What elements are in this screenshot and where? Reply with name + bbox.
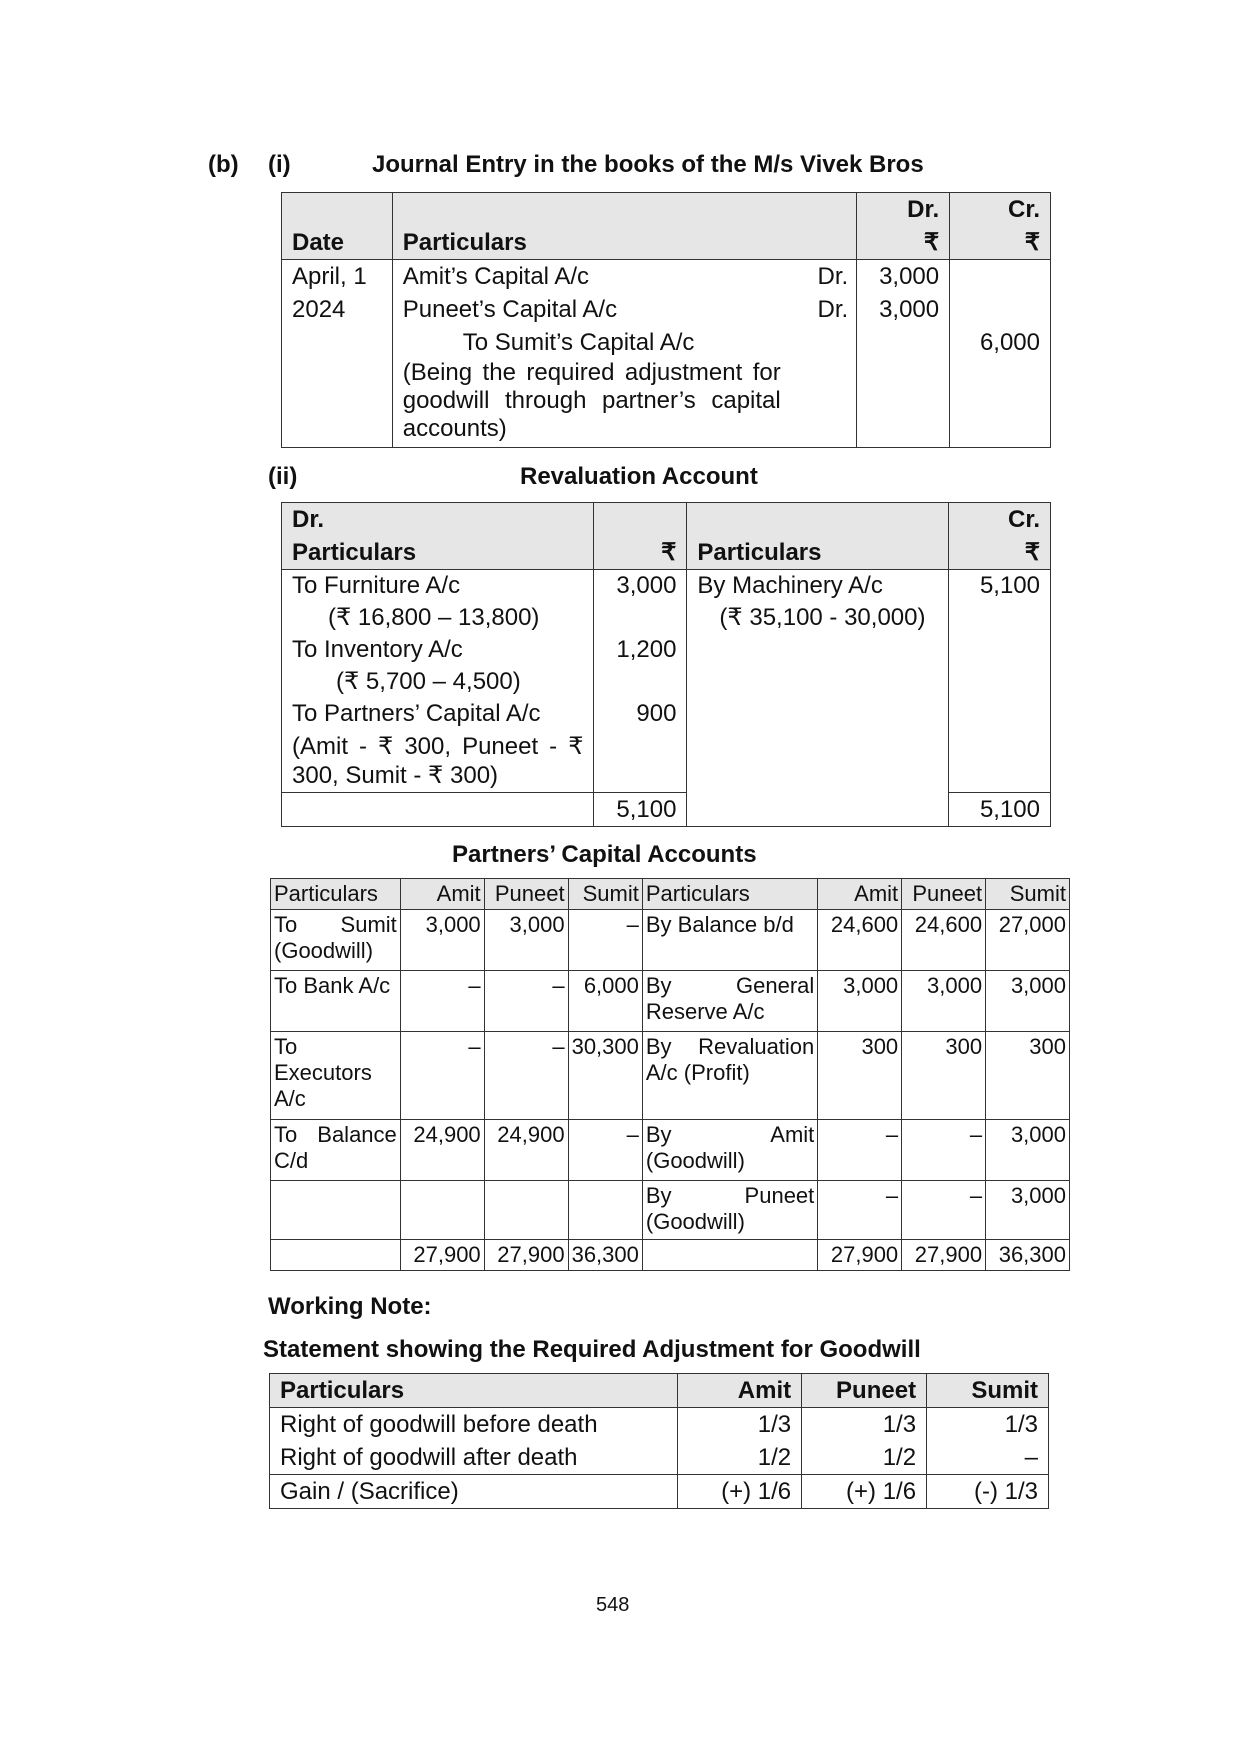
capital-header: Sumit bbox=[986, 879, 1070, 910]
journal-title: Journal Entry in the books of the M/s Vivek Bros bbox=[372, 151, 924, 178]
journal-line: To Sumit’s Capital A/c bbox=[462, 329, 695, 356]
goodwill-row-label: Right of goodwill after death bbox=[280, 1444, 578, 1471]
capital-cell: 3,000 bbox=[986, 1181, 1070, 1240]
revaluation-table bbox=[281, 502, 1051, 827]
goodwill-cell: 1/3 bbox=[1004, 1411, 1038, 1438]
capital-dr-particulars bbox=[271, 1181, 401, 1240]
journal-table bbox=[281, 192, 1051, 448]
goodwill-cell: – bbox=[1024, 1444, 1038, 1471]
capital-cell: – bbox=[902, 1181, 986, 1240]
goodwill-header: Amit bbox=[678, 1374, 802, 1408]
goodwill-cell: 1/2 bbox=[882, 1444, 917, 1471]
page-number: 548 bbox=[596, 1594, 630, 1616]
revaluation-machinery: By Machinery A/c bbox=[697, 572, 883, 599]
revaluation-total-dr: 5,100 bbox=[616, 796, 677, 823]
revaluation-title: Revaluation Account bbox=[520, 463, 758, 490]
capital-row bbox=[271, 1181, 1070, 1240]
journal-line: Puneet’s Capital A/c Dr. bbox=[402, 296, 849, 323]
journal-debit-amount: 3,000 bbox=[879, 263, 940, 290]
goodwill-header: Particulars bbox=[270, 1374, 678, 1408]
capital-total: 36,300 bbox=[986, 1240, 1070, 1271]
journal-debit-amount: 3,000 bbox=[879, 296, 940, 323]
capital-header-row bbox=[271, 879, 1070, 910]
revaluation-partners-amount: 900 bbox=[636, 700, 677, 727]
capital-row bbox=[271, 910, 1070, 971]
journal-date-header: Date bbox=[292, 229, 345, 256]
capital-cell: – bbox=[568, 910, 642, 971]
revaluation-partners-detail: (Amit - ₹ 300, Puneet - ₹ 300, Sumit - ₹ 300) bbox=[292, 733, 584, 789]
capital-cell: 300 bbox=[986, 1032, 1070, 1120]
capital-total: 27,900 bbox=[484, 1240, 568, 1271]
journal-cr-currency: ₹ bbox=[1024, 229, 1040, 256]
label-i: (i) bbox=[268, 151, 291, 178]
capital-header: Amit bbox=[818, 879, 902, 910]
journal-narration: (Being the required adjustment for goodwill through partner’s capital accounts) bbox=[402, 359, 781, 442]
capital-header: Particulars bbox=[271, 879, 401, 910]
goodwill-header-row bbox=[270, 1374, 1049, 1408]
goodwill-header: Sumit bbox=[927, 1374, 1049, 1408]
journal-line: Amit’s Capital A/c Dr. bbox=[402, 263, 849, 290]
capital-cell: 24,900 bbox=[484, 1120, 568, 1181]
capital-totals-row bbox=[271, 1240, 1070, 1271]
capital-cell: 27,000 bbox=[986, 910, 1070, 971]
journal-particulars-header: Particulars bbox=[402, 229, 527, 256]
capital-row bbox=[271, 1120, 1070, 1181]
goodwill-cell: 1/3 bbox=[757, 1411, 792, 1438]
capital-cr-particulars: By Puneet (Goodwill) bbox=[642, 1181, 817, 1240]
capital-total: 27,900 bbox=[818, 1240, 902, 1271]
revaluation-cr-particulars-header: Particulars bbox=[697, 539, 822, 566]
goodwill-result: (+) 1/6 bbox=[678, 1475, 802, 1509]
revaluation-inventory-amount: 1,200 bbox=[616, 636, 677, 663]
capital-cr-particulars: By Balance b/d bbox=[642, 910, 817, 971]
capital-cell: – bbox=[568, 1120, 642, 1181]
capital-cr-particulars: By Revaluation A/c (Profit) bbox=[642, 1032, 817, 1120]
working-note-subtitle: Statement showing the Required Adjustment for Goodwill bbox=[263, 1336, 921, 1363]
capital-row bbox=[271, 1032, 1070, 1120]
capital-header: Amit bbox=[400, 879, 484, 910]
capital-cell: 3,000 bbox=[818, 971, 902, 1032]
revaluation-furniture-amount: 3,000 bbox=[616, 572, 677, 599]
capital-table bbox=[270, 878, 1070, 1271]
label-b: (b) bbox=[208, 151, 239, 178]
capital-cell bbox=[568, 1181, 642, 1240]
capital-total: 36,300 bbox=[568, 1240, 642, 1271]
capital-title: Partners’ Capital Accounts bbox=[452, 841, 757, 868]
capital-cell: 24,900 bbox=[400, 1120, 484, 1181]
goodwill-body bbox=[270, 1408, 1049, 1475]
capital-cell: 300 bbox=[902, 1032, 986, 1120]
capital-cell: 3,000 bbox=[902, 971, 986, 1032]
capital-header: Puneet bbox=[902, 879, 986, 910]
capital-cell: – bbox=[818, 1181, 902, 1240]
capital-total: 27,900 bbox=[400, 1240, 484, 1271]
label-ii: (ii) bbox=[268, 463, 298, 490]
capital-cell bbox=[484, 1181, 568, 1240]
capital-cell: 6,000 bbox=[568, 971, 642, 1032]
capital-cell: 3,000 bbox=[986, 1120, 1070, 1181]
capital-cell: – bbox=[902, 1120, 986, 1181]
revaluation-cr-currency: ₹ bbox=[1024, 539, 1040, 566]
capital-dr-particulars: To Executors A/c bbox=[271, 1032, 401, 1120]
capital-cell: 24,600 bbox=[818, 910, 902, 971]
journal-credit-amount: 6,000 bbox=[979, 329, 1040, 356]
capital-cr-particulars: By Amit (Goodwill) bbox=[642, 1120, 817, 1181]
capital-cell: 3,000 bbox=[986, 971, 1070, 1032]
capital-header: Puneet bbox=[484, 879, 568, 910]
capital-dr-particulars: To Sumit (Goodwill) bbox=[271, 910, 401, 971]
revaluation-furniture: To Furniture A/c bbox=[292, 572, 461, 599]
goodwill-result-row bbox=[270, 1475, 1049, 1509]
working-note-title: Working Note: bbox=[268, 1293, 432, 1320]
revaluation-cr-label: Cr. bbox=[1007, 506, 1040, 533]
capital-cr-particulars: By General Reserve A/c bbox=[642, 971, 817, 1032]
journal-date-line1: April, 1 bbox=[292, 263, 367, 290]
capital-cell: – bbox=[400, 971, 484, 1032]
revaluation-total-cr: 5,100 bbox=[979, 796, 1040, 823]
capital-cell: – bbox=[818, 1120, 902, 1181]
goodwill-header: Puneet bbox=[802, 1374, 927, 1408]
goodwill-cell: 1/2 bbox=[757, 1444, 792, 1471]
revaluation-furniture-detail: (₹ 16,800 – 13,800) bbox=[328, 604, 540, 631]
revaluation-dr-currency: ₹ bbox=[661, 539, 677, 566]
capital-header: Particulars bbox=[642, 879, 817, 910]
capital-cell: 24,600 bbox=[902, 910, 986, 971]
journal-cr-header: Cr. bbox=[1007, 196, 1040, 223]
revaluation-machinery-detail: (₹ 35,100 - 30,000) bbox=[719, 604, 926, 631]
capital-dr-particulars: To Balance C/d bbox=[271, 1120, 401, 1181]
capital-cell: 30,300 bbox=[568, 1032, 642, 1120]
goodwill-row-label: Right of goodwill before death bbox=[280, 1411, 598, 1438]
revaluation-inventory-detail: (₹ 5,700 – 4,500) bbox=[336, 668, 521, 695]
goodwill-result-label: Gain / (Sacrifice) bbox=[270, 1475, 678, 1509]
revaluation-machinery-amount: 5,100 bbox=[979, 572, 1040, 599]
goodwill-cell: 1/3 bbox=[882, 1411, 917, 1438]
revaluation-partners-capital: To Partners’ Capital A/c bbox=[292, 700, 541, 727]
capital-cell: 3,000 bbox=[400, 910, 484, 971]
capital-dr-particulars: To Bank A/c bbox=[271, 971, 401, 1032]
goodwill-result: (+) 1/6 bbox=[802, 1475, 927, 1509]
journal-date-line2: 2024 bbox=[292, 296, 346, 323]
capital-total: 27,900 bbox=[902, 1240, 986, 1271]
goodwill-table bbox=[269, 1373, 1049, 1509]
capital-cell: – bbox=[400, 1032, 484, 1120]
goodwill-result: (-) 1/3 bbox=[927, 1475, 1049, 1509]
capital-header: Sumit bbox=[568, 879, 642, 910]
revaluation-dr-particulars-header: Particulars bbox=[292, 539, 417, 566]
capital-cell: 300 bbox=[818, 1032, 902, 1120]
journal-dr-currency: ₹ bbox=[923, 229, 940, 256]
capital-cell: 3,000 bbox=[484, 910, 568, 971]
capital-cell: – bbox=[484, 971, 568, 1032]
revaluation-inventory: To Inventory A/c bbox=[292, 636, 463, 663]
capital-cell: – bbox=[484, 1032, 568, 1120]
journal-dr-header: Dr. bbox=[907, 196, 940, 223]
capital-cell bbox=[400, 1181, 484, 1240]
capital-row bbox=[271, 971, 1070, 1032]
revaluation-dr-label: Dr. bbox=[292, 506, 325, 533]
